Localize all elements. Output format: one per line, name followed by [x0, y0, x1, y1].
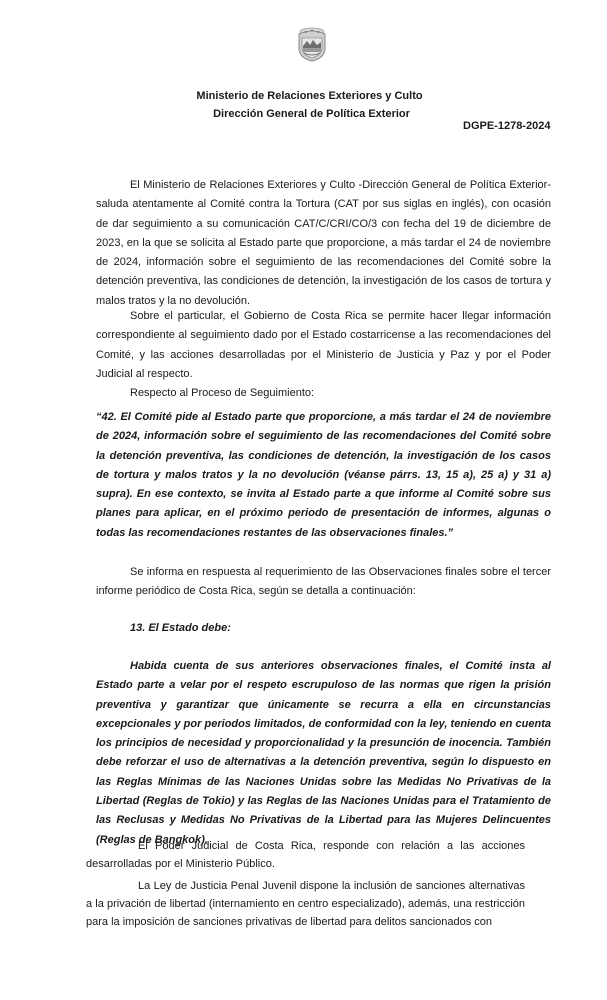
coat-of-arms-icon	[293, 24, 331, 62]
ley-justicia-penal-paragraph: La Ley de Justicia Penal Juvenil dispone la inclusión de sanciones alternativas a la privación de libertad (internamiento en centro especializado), además, una restricción para la imposición de sanciones privativas de libertad para delitos sancionados con	[86, 880, 525, 928]
ministry-title: Ministerio de Relaciones Exteriores y Culto	[196, 90, 423, 102]
response-intro-paragraph: Se informa en respuesta al requerimiento de las Observaciones finales sobre el tercer informe periódico de Costa Rica, según se detalla a continuación:	[96, 566, 551, 598]
poder-judicial-paragraph: El Poder Judicial de Costa Rica, responde con relación a las acciones desarrolladas por el Ministerio Público.	[86, 840, 525, 870]
directorate-title: Dirección General de Política Exterior	[213, 108, 410, 120]
context-paragraph: Sobre el particular, el Gobierno de Costa Rica se permite hacer llegar información correspondiente al seguimiento dado por el Estado costarricense a las recomendaciones del Comité, y las acciones desarrolladas por el Ministerio de Justicia y Paz y por el Poder Judicial al respecto.	[96, 310, 551, 380]
committee-quote-42: “42. El Comité pide al Estado parte que proporcione, a más tardar el 24 de noviembre de 2024, información sobre el seguimiento de las recomendaciones del Comité sobre la detención preventiva, las condiciones de detención, la investigación de los casos de tortura y malos tratos y la no devolución (véanse párrs. 13, 15 a), 25 a) y 31 a) supra). En ese contexto, se invita al Estado parte a que informe al Comité sobre sus planes para aplicar, en el próximo periodo de presentación de informes, algunas o todas las recomendaciones restantes de las observaciones finales.”	[96, 411, 551, 539]
document-reference-number: DGPE-1278-2024	[463, 120, 551, 132]
intro-paragraph: El Ministerio de Relaciones Exteriores y Culto -Dirección General de Política Exterior- saluda atentamente al Comité contra la Tortura (CAT por sus siglas en inglés), con ocasión de dar seguimiento a su comunicación CAT/C/CRI/CO/3 con fecha del 19 de diciembre de 2023, en la que se solicita al Estado parte que proporcione, a más tardar el 24 de noviembre de 2024, información sobre el seguimiento de las recomendaciones del Comité sobre la detención preventiva, las condiciones de detención, la investigación de los casos de tortura y malos tratos y la no devolución.	[96, 179, 551, 307]
section-13-heading: 13. El Estado debe:	[130, 622, 231, 634]
section-13-recommendation: Habida cuenta de sus anteriores observaciones finales, el Comité insta al Estado parte a velar por el respeto escrupuloso de las normas que rigen la prisión preventiva y garantizar que únicamente se recurra a ella en circunstancias excepcionales y por periodos limitados, de conformidad con la ley, teniendo en cuenta los principios de necesidad y proporcionalidad y la presunción de inocencia. También debe reforzar el uso de alternativas a la detención preventiva, según lo dispuesto en las Reglas Mínimas de las Naciones Unidas sobre las Medidas No Privativas de la Libertad (Reglas de Tokio) y las Reglas de las Naciones Unidas para el Tratamiento de las Reclusas y Medidas No Privativas de la Libertad para las Mujeres Delincuentes (Reglas de Bangkok).	[96, 660, 551, 846]
follow-up-label: Respecto al Proceso de Seguimiento:	[130, 387, 315, 399]
